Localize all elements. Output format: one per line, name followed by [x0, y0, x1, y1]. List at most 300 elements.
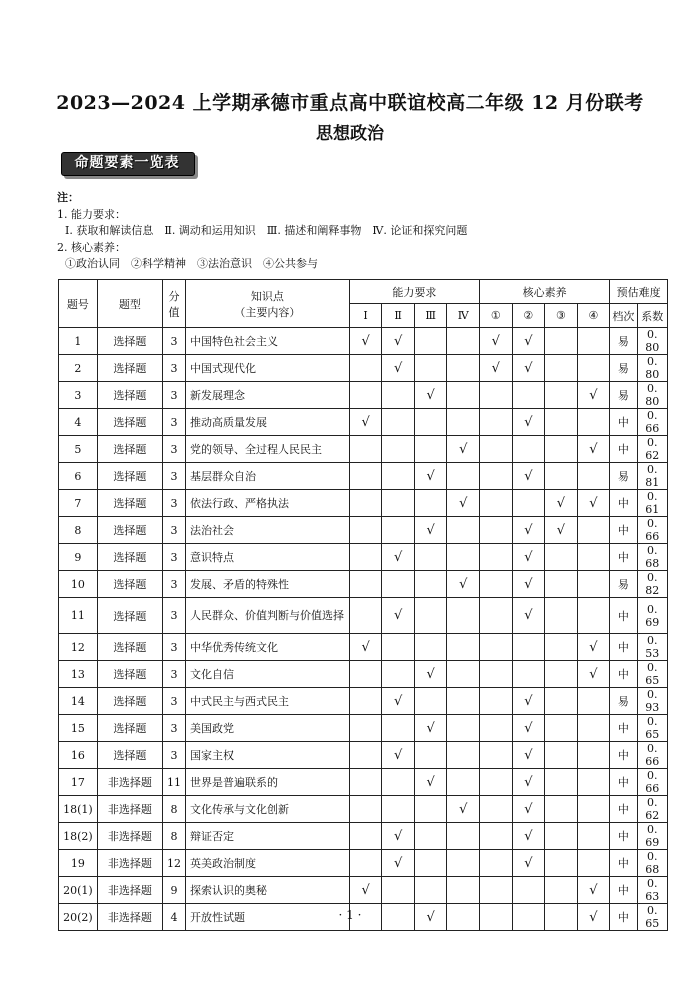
cell-score: 3: [162, 544, 185, 571]
cell-literacy-2: √: [512, 517, 545, 544]
cell-ability-4: √: [447, 571, 480, 598]
cell-no: 14: [59, 688, 98, 715]
section-banner: [57, 150, 197, 176]
cell-level: 中: [610, 715, 637, 742]
cell-no: 8: [59, 517, 98, 544]
cell-level: 中: [610, 796, 637, 823]
cell-knowledge: 法治社会: [186, 517, 350, 544]
cell-no: 4: [59, 409, 98, 436]
cell-no: 10: [59, 571, 98, 598]
cell-literacy-2: [512, 634, 545, 661]
cell-ability-2: √: [382, 742, 415, 769]
notes-section: [57, 190, 467, 273]
cell-literacy-1: [480, 823, 513, 850]
cell-no: 7: [59, 490, 98, 517]
literacy-legend: ①政治认同 ②科学精神 ③法治意识 ④公共参与: [65, 257, 318, 270]
cell-literacy-4: [577, 571, 610, 598]
cell-knowledge: 世界是普遍联系的: [186, 769, 350, 796]
cell-ability-4: [447, 382, 480, 409]
table-row: [59, 490, 668, 517]
cell-literacy-1: [480, 661, 513, 688]
cell-coef: 0. 82: [637, 571, 668, 598]
cell-no: 20(1): [59, 877, 98, 904]
cell-level: 易: [610, 382, 637, 409]
cell-ability-4: [447, 634, 480, 661]
cell-ability-4: [447, 544, 480, 571]
table-row: [59, 796, 668, 823]
header-ability-2: Ⅱ: [382, 304, 415, 328]
cell-ability-4: √: [447, 796, 480, 823]
cell-ability-4: [447, 823, 480, 850]
cell-literacy-3: [545, 688, 578, 715]
cell-ability-1: √: [349, 634, 382, 661]
cell-ability-1: [349, 661, 382, 688]
cell-ability-3: √: [414, 769, 447, 796]
cell-literacy-3: [545, 823, 578, 850]
cell-ability-2: [382, 463, 415, 490]
cell-literacy-2: √: [512, 796, 545, 823]
cell-literacy-2: √: [512, 355, 545, 382]
cell-literacy-4: [577, 742, 610, 769]
cell-literacy-2: √: [512, 823, 545, 850]
cell-ability-4: [447, 850, 480, 877]
cell-no: 16: [59, 742, 98, 769]
cell-ability-2: [382, 382, 415, 409]
table-row: [59, 463, 668, 490]
cell-literacy-1: [480, 463, 513, 490]
table-row: [59, 382, 668, 409]
cell-ability-3: [414, 355, 447, 382]
page-number: · 1 ·: [338, 908, 362, 922]
cell-literacy-1: [480, 382, 513, 409]
cell-ability-4: √: [447, 436, 480, 463]
header-ability-3: Ⅲ: [414, 304, 447, 328]
cell-ability-1: [349, 544, 382, 571]
notes-item-2: 2. 核心素养：: [57, 240, 126, 254]
cell-literacy-4: [577, 517, 610, 544]
table-row: [59, 634, 668, 661]
cell-coef: 0. 80: [637, 355, 668, 382]
cell-literacy-3: [545, 742, 578, 769]
cell-ability-4: [447, 742, 480, 769]
cell-no: 15: [59, 715, 98, 742]
cell-level: 易: [610, 355, 637, 382]
cell-literacy-2: √: [512, 850, 545, 877]
cell-coef: 0. 65: [637, 715, 668, 742]
cell-literacy-3: [545, 436, 578, 463]
cell-score: 3: [162, 355, 185, 382]
cell-level: 易: [610, 328, 637, 355]
cell-literacy-2: √: [512, 463, 545, 490]
cell-no: 1: [59, 328, 98, 355]
cell-no: 9: [59, 544, 98, 571]
cell-ability-3: [414, 634, 447, 661]
header-ability-4: Ⅳ: [447, 304, 480, 328]
cell-ability-3: [414, 742, 447, 769]
cell-type: 非选择题: [97, 850, 162, 877]
cell-ability-2: [382, 490, 415, 517]
cell-level: 中: [610, 436, 637, 463]
cell-knowledge: 新发展理念: [186, 382, 350, 409]
document-subtitle: 思想政治: [316, 124, 384, 144]
cell-coef: 0. 69: [637, 598, 668, 634]
cell-ability-4: [447, 598, 480, 634]
cell-ability-3: [414, 688, 447, 715]
header-knowledge: [186, 280, 350, 328]
table-row: [59, 850, 668, 877]
table-body: [59, 328, 668, 931]
cell-literacy-2: [512, 877, 545, 904]
cell-literacy-1: [480, 850, 513, 877]
cell-knowledge: 中华优秀传统文化: [186, 634, 350, 661]
cell-ability-4: [447, 688, 480, 715]
cell-literacy-3: [545, 769, 578, 796]
cell-literacy-1: √: [480, 328, 513, 355]
table-row: [59, 436, 668, 463]
cell-type: 选择题: [97, 517, 162, 544]
cell-coef: 0. 62: [637, 436, 668, 463]
cell-literacy-3: [545, 544, 578, 571]
header-difficulty: 预估难度: [610, 280, 668, 304]
cell-level: 中: [610, 742, 637, 769]
cell-level: 中: [610, 490, 637, 517]
cell-type: 选择题: [97, 490, 162, 517]
cell-literacy-4: √: [577, 877, 610, 904]
cell-type: 选择题: [97, 661, 162, 688]
table-row: [59, 544, 668, 571]
cell-score: 4: [162, 904, 185, 931]
cell-knowledge: 中国式现代化: [186, 355, 350, 382]
cell-coef: 0. 62: [637, 796, 668, 823]
cell-coef: 0. 80: [637, 328, 668, 355]
cell-ability-1: [349, 517, 382, 544]
cell-literacy-2: √: [512, 715, 545, 742]
cell-coef: 0. 68: [637, 850, 668, 877]
cell-type: 选择题: [97, 742, 162, 769]
cell-no: 12: [59, 634, 98, 661]
cell-ability-1: √: [349, 877, 382, 904]
cell-no: 3: [59, 382, 98, 409]
table-row: [59, 769, 668, 796]
cell-ability-3: [414, 571, 447, 598]
cell-no: 5: [59, 436, 98, 463]
cell-ability-2: √: [382, 544, 415, 571]
cell-ability-1: [349, 382, 382, 409]
cell-ability-2: [382, 715, 415, 742]
cell-literacy-3: [545, 661, 578, 688]
table-header: [59, 280, 668, 328]
cell-literacy-1: [480, 877, 513, 904]
cell-ability-2: √: [382, 688, 415, 715]
cell-literacy-3: [545, 409, 578, 436]
cell-literacy-3: [545, 598, 578, 634]
table-row: [59, 598, 668, 634]
cell-score: 3: [162, 517, 185, 544]
cell-literacy-4: [577, 409, 610, 436]
banner-label: 命题要素一览表: [74, 155, 180, 171]
cell-ability-3: [414, 598, 447, 634]
cell-ability-3: [414, 544, 447, 571]
cell-level: 易: [610, 688, 637, 715]
cell-ability-3: √: [414, 517, 447, 544]
cell-ability-4: √: [447, 490, 480, 517]
cell-knowledge: 探索认识的奥秘: [186, 877, 350, 904]
cell-literacy-3: [545, 382, 578, 409]
ability-legend: Ⅰ. 获取和解读信息 Ⅱ. 调动和运用知识 Ⅲ. 描述和阐释事物 Ⅳ. 论证和探究问题: [65, 224, 468, 237]
header-ability-1: Ⅰ: [349, 304, 382, 328]
cell-level: 中: [610, 661, 637, 688]
cell-ability-4: [447, 355, 480, 382]
table-row: [59, 517, 668, 544]
cell-knowledge: 文化传承与文化创新: [186, 796, 350, 823]
cell-no: 20(2): [59, 904, 98, 931]
cell-ability-2: [382, 409, 415, 436]
cell-type: 非选择题: [97, 904, 162, 931]
header-knowledge-label: 知识点: [250, 289, 284, 303]
cell-literacy-4: [577, 796, 610, 823]
cell-literacy-1: [480, 634, 513, 661]
cell-ability-3: [414, 409, 447, 436]
cell-literacy-2: [512, 490, 545, 517]
cell-literacy-4: [577, 688, 610, 715]
cell-coef: 0. 68: [637, 544, 668, 571]
cell-literacy-4: [577, 823, 610, 850]
cell-level: 中: [610, 598, 637, 634]
cell-knowledge: 人民群众、价值判断与价值选择: [186, 598, 350, 634]
cell-no: 11: [59, 598, 98, 634]
header-literacy: 核心素养: [480, 280, 610, 304]
cell-score: 11: [162, 769, 185, 796]
cell-coef: 0. 93: [637, 688, 668, 715]
cell-type: 非选择题: [97, 769, 162, 796]
cell-knowledge: 美国政党: [186, 715, 350, 742]
cell-literacy-3: [545, 715, 578, 742]
cell-level: 中: [610, 517, 637, 544]
cell-score: 8: [162, 823, 185, 850]
cell-literacy-4: [577, 850, 610, 877]
cell-literacy-4: √: [577, 382, 610, 409]
header-no: 题号: [59, 280, 98, 328]
cell-ability-1: [349, 796, 382, 823]
notes-item-1: 1. 能力要求：: [57, 207, 126, 221]
cell-score: 3: [162, 715, 185, 742]
cell-score: 3: [162, 382, 185, 409]
cell-literacy-4: [577, 769, 610, 796]
cell-type: 选择题: [97, 328, 162, 355]
cell-score: 3: [162, 490, 185, 517]
cell-literacy-2: √: [512, 769, 545, 796]
cell-literacy-1: [480, 598, 513, 634]
cell-literacy-1: [480, 796, 513, 823]
cell-literacy-3: [545, 328, 578, 355]
cell-score: 3: [162, 328, 185, 355]
header-ability: 能力要求: [349, 280, 479, 304]
cell-literacy-1: [480, 409, 513, 436]
cell-literacy-3: [545, 796, 578, 823]
cell-literacy-2: √: [512, 571, 545, 598]
cell-literacy-3: √: [545, 517, 578, 544]
cell-literacy-4: [577, 355, 610, 382]
cell-type: 选择题: [97, 571, 162, 598]
cell-literacy-1: [480, 517, 513, 544]
cell-score: 3: [162, 634, 185, 661]
cell-coef: 0. 66: [637, 742, 668, 769]
cell-knowledge: 文化自信: [186, 661, 350, 688]
cell-ability-3: √: [414, 463, 447, 490]
header-coef: 系数: [637, 304, 668, 328]
header-literacy-3: ③: [545, 304, 578, 328]
cell-literacy-2: [512, 382, 545, 409]
cell-ability-4: [447, 328, 480, 355]
cell-literacy-3: [545, 877, 578, 904]
cell-ability-3: √: [414, 382, 447, 409]
header-level: 档次: [610, 304, 637, 328]
cell-type: 选择题: [97, 436, 162, 463]
cell-coef: 0. 63: [637, 877, 668, 904]
cell-coef: 0. 66: [637, 769, 668, 796]
cell-literacy-4: √: [577, 490, 610, 517]
cell-level: 中: [610, 769, 637, 796]
cell-coef: 0. 61: [637, 490, 668, 517]
cell-level: 易: [610, 571, 637, 598]
cell-literacy-3: √: [545, 490, 578, 517]
cell-literacy-1: [480, 688, 513, 715]
cell-ability-1: [349, 571, 382, 598]
notes-heading: 注：: [57, 191, 79, 204]
cell-ability-1: [349, 355, 382, 382]
cell-literacy-2: √: [512, 598, 545, 634]
cell-type: 选择题: [97, 382, 162, 409]
cell-ability-2: √: [382, 850, 415, 877]
cell-ability-4: [447, 769, 480, 796]
cell-coef: 0. 66: [637, 409, 668, 436]
cell-literacy-2: [512, 436, 545, 463]
cell-literacy-1: √: [480, 355, 513, 382]
cell-type: 选择题: [97, 544, 162, 571]
cell-literacy-2: √: [512, 544, 545, 571]
table-row: [59, 742, 668, 769]
cell-ability-3: √: [414, 661, 447, 688]
cell-ability-1: √: [349, 409, 382, 436]
table-row: [59, 355, 668, 382]
cell-knowledge: 中式民主与西式民主: [186, 688, 350, 715]
cell-level: 中: [610, 823, 637, 850]
cell-literacy-3: [545, 850, 578, 877]
cell-ability-1: [349, 688, 382, 715]
header-score: 分值: [162, 280, 185, 328]
cell-ability-2: [382, 661, 415, 688]
cell-literacy-2: [512, 661, 545, 688]
cell-knowledge: 国家主权: [186, 742, 350, 769]
cell-ability-3: √: [414, 715, 447, 742]
cell-score: 3: [162, 463, 185, 490]
cell-ability-3: [414, 796, 447, 823]
cell-knowledge: 开放性试题: [186, 904, 350, 931]
cell-level: 中: [610, 634, 637, 661]
cell-no: 6: [59, 463, 98, 490]
cell-level: 中: [610, 877, 637, 904]
cell-ability-3: [414, 850, 447, 877]
cell-score: 3: [162, 571, 185, 598]
cell-type: 选择题: [97, 715, 162, 742]
cell-type: 选择题: [97, 598, 162, 634]
cell-ability-3: √: [414, 904, 447, 931]
cell-ability-2: [382, 769, 415, 796]
table-row: [59, 328, 668, 355]
table-row: [59, 688, 668, 715]
cell-score: 3: [162, 688, 185, 715]
cell-score: 3: [162, 661, 185, 688]
cell-ability-1: [349, 490, 382, 517]
cell-coef: 0. 53: [637, 634, 668, 661]
cell-ability-4: [447, 877, 480, 904]
cell-ability-2: √: [382, 598, 415, 634]
cell-type: 非选择题: [97, 796, 162, 823]
cell-type: 选择题: [97, 688, 162, 715]
cell-knowledge: 辩证否定: [186, 823, 350, 850]
cell-ability-1: [349, 850, 382, 877]
cell-literacy-2: √: [512, 328, 545, 355]
cell-literacy-3: [545, 634, 578, 661]
cell-level: 中: [610, 409, 637, 436]
cell-score: 12: [162, 850, 185, 877]
cell-literacy-2: √: [512, 688, 545, 715]
cell-knowledge: 推动高质量发展: [186, 409, 350, 436]
cell-knowledge: 党的领导、全过程人民民主: [186, 436, 350, 463]
cell-literacy-1: [480, 436, 513, 463]
cell-literacy-1: [480, 490, 513, 517]
cell-level: 中: [610, 850, 637, 877]
cell-ability-1: √: [349, 328, 382, 355]
cell-knowledge: 意识特点: [186, 544, 350, 571]
cell-literacy-4: [577, 598, 610, 634]
cell-coef: 0. 80: [637, 382, 668, 409]
cell-knowledge: 基层群众自治: [186, 463, 350, 490]
header-literacy-1: ①: [480, 304, 513, 328]
table-row: [59, 715, 668, 742]
cell-ability-4: [447, 715, 480, 742]
cell-ability-3: [414, 328, 447, 355]
cell-score: 9: [162, 877, 185, 904]
cell-ability-1: [349, 742, 382, 769]
cell-literacy-4: [577, 544, 610, 571]
cell-coef: 0. 65: [637, 661, 668, 688]
cell-ability-2: [382, 571, 415, 598]
cell-ability-4: [447, 517, 480, 544]
cell-no: 19: [59, 850, 98, 877]
cell-literacy-1: [480, 544, 513, 571]
cell-ability-2: [382, 517, 415, 544]
cell-literacy-3: [545, 571, 578, 598]
cell-no: 2: [59, 355, 98, 382]
cell-score: 8: [162, 796, 185, 823]
cell-level: 易: [610, 463, 637, 490]
cell-ability-3: [414, 490, 447, 517]
cell-literacy-4: √: [577, 634, 610, 661]
cell-ability-1: [349, 715, 382, 742]
cell-score: 3: [162, 742, 185, 769]
cell-coef: 0. 65: [637, 904, 668, 931]
table-row: [59, 823, 668, 850]
cell-no: 13: [59, 661, 98, 688]
cell-ability-2: √: [382, 823, 415, 850]
cell-no: 17: [59, 769, 98, 796]
cell-no: 18(2): [59, 823, 98, 850]
cell-literacy-2: √: [512, 742, 545, 769]
table-row: [59, 571, 668, 598]
cell-literacy-4: [577, 715, 610, 742]
cell-ability-4: [447, 463, 480, 490]
